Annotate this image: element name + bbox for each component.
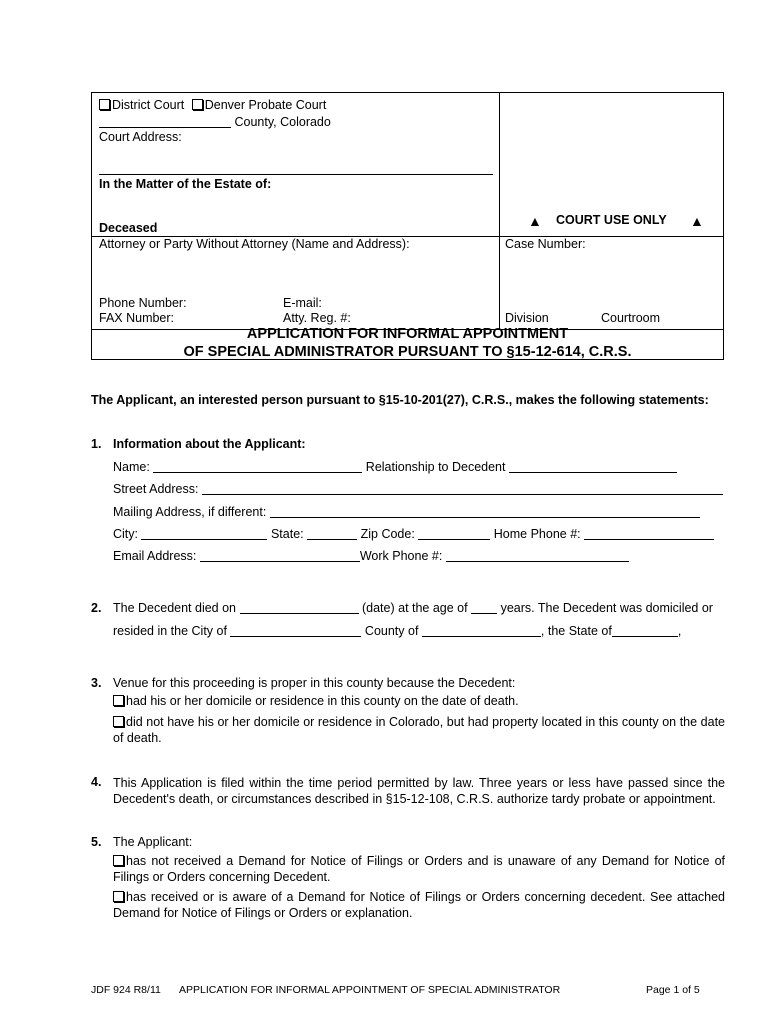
fax-label: FAX Number: — [99, 311, 175, 325]
mailing-field[interactable] — [270, 505, 700, 518]
estate-label: In the Matter of the Estate of: — [99, 177, 272, 191]
city-field[interactable] — [141, 527, 267, 540]
street-field[interactable] — [202, 482, 723, 495]
deceased-label: Deceased — [99, 221, 158, 235]
venue-option-a-checkbox[interactable] — [113, 695, 124, 706]
county-suffix: County, Colorado — [234, 115, 331, 129]
denver-probate-label: Denver Probate Court — [204, 98, 327, 112]
name-label: Name: — [113, 460, 150, 474]
state-label: State: — [270, 527, 304, 541]
relationship-field[interactable] — [509, 460, 677, 473]
street-label: Street Address: — [113, 482, 199, 496]
section5-number: 5. — [91, 835, 102, 849]
home-phone-label: Home Phone #: — [493, 527, 581, 541]
denver-probate-checkbox[interactable] — [192, 99, 203, 110]
age-field[interactable] — [471, 601, 497, 614]
atty-reg-label: Atty. Reg. #: — [283, 311, 351, 325]
name-field[interactable] — [153, 460, 362, 473]
triangle-left-icon: ▲ — [528, 213, 542, 229]
state-of-field[interactable] — [612, 624, 678, 637]
street-row — [113, 482, 723, 496]
form-title-line2: OF SPECIAL ADMINISTRATOR PURSUANT TO §15-12-614, C.R.S. — [183, 344, 632, 360]
section4-number: 4. — [91, 775, 102, 789]
section3-number: 3. — [91, 676, 102, 690]
city-row — [113, 527, 714, 541]
county-row — [99, 115, 331, 129]
footer-form-name: APPLICATION FOR INFORMAL APPOINTMENT OF SPECIAL ADMINISTRATOR — [179, 984, 561, 996]
triangle-right-icon: ▲ — [690, 213, 704, 229]
caption-divider — [499, 92, 500, 330]
venue-option-b-label: did not have his or her domicile or residence in Colorado, but had property located in this county on the date of death. — [113, 715, 725, 745]
demand-option-a — [113, 853, 725, 885]
section1-heading: Information about the Applicant: — [113, 437, 306, 451]
work-phone-field[interactable] — [446, 549, 629, 562]
state-of-label: , the State of — [540, 624, 612, 638]
date-age-label: (date) at the age of — [361, 601, 468, 615]
district-court-checkbox[interactable] — [99, 99, 110, 110]
venue-option-a — [113, 694, 519, 708]
zip-label: Zip Code: — [360, 527, 415, 541]
venue-option-a-label: had his or her domicile or residence in this county on the date of death. — [126, 694, 519, 708]
relationship-label: Relationship to Decedent — [365, 460, 506, 474]
mailing-label: Mailing Address, if different: — [113, 505, 267, 519]
death-row — [113, 601, 713, 615]
estate-separator — [99, 174, 493, 175]
email-address-label: Email Address: — [113, 549, 197, 563]
county-of-field[interactable] — [422, 624, 541, 637]
footer-page-number: Page 1 of 5 — [646, 984, 700, 996]
demand-option-a-checkbox[interactable] — [113, 855, 124, 866]
court-address-label: Court Address: — [99, 130, 182, 144]
intro-statement: The Applicant, an interested person pursuant to §15-10-201(27), C.R.S., makes the following statements: — [91, 393, 709, 407]
demand-option-a-label: has not received a Demand for Notice of Filings or Orders and is unaware of any Demand for Notice of Filings or Orders concerning Decedent. — [113, 854, 725, 884]
resided-label: resided in the City of — [113, 624, 227, 638]
demand-option-b — [113, 889, 725, 921]
city-label: City: — [113, 527, 138, 541]
demand-option-b-label: has received or is aware of a Demand for Notice of Filings or Orders concerning decedent. See attached Demand for Notice of Filings or Orders or explanation. — [113, 890, 725, 920]
applicant-name-row — [113, 460, 677, 474]
form-title-line1: APPLICATION FOR INFORMAL APPOINTMENT — [246, 326, 569, 342]
died-on-label: The Decedent died on — [113, 601, 237, 615]
courtroom-label: Courtroom — [601, 311, 661, 325]
section1-number: 1. — [91, 437, 102, 451]
county-of-label: County of — [364, 624, 419, 638]
email-field[interactable] — [200, 549, 360, 562]
city-of-field[interactable] — [230, 624, 361, 637]
state-field[interactable] — [307, 527, 357, 540]
time-period-text: This Application is filed within the time period permitted by law. Three years or less have passed since the Decedent's death, or circumstances described in §15-12-108, C.R.S. authorize tardy probate or appointment. — [113, 776, 725, 806]
venue-text: Venue for this proceeding is proper in this county because the Decedent: — [113, 676, 516, 690]
zip-field[interactable] — [418, 527, 490, 540]
demand-option-b-checkbox[interactable] — [113, 891, 124, 902]
case-number-label: Case Number: — [505, 237, 586, 251]
mailing-row — [113, 505, 700, 519]
footer-form-id: JDF 924 R8/11 — [91, 984, 161, 996]
phone-label: Phone Number: — [99, 296, 187, 310]
section2-number: 2. — [91, 601, 102, 615]
years-label: years. The Decedent was domiciled or — [500, 601, 713, 615]
residence-row — [113, 624, 681, 638]
comma: , — [677, 624, 682, 638]
venue-option-b-checkbox[interactable] — [113, 716, 124, 727]
email-row — [113, 549, 629, 563]
email-label: E-mail: — [283, 296, 322, 310]
court-use-only-label: COURT USE ONLY — [556, 213, 667, 227]
death-date-field[interactable] — [240, 601, 359, 614]
applicant-text: The Applicant: — [113, 835, 193, 849]
home-phone-field[interactable] — [584, 527, 714, 540]
attorney-label: Attorney or Party Without Attorney (Name and Address): — [99, 237, 410, 251]
work-phone-label: Work Phone #: — [359, 549, 443, 563]
division-label: Division — [505, 311, 549, 325]
district-court-label: District Court — [112, 98, 185, 112]
court-options — [99, 98, 326, 112]
venue-option-b — [113, 714, 725, 746]
county-field[interactable] — [99, 115, 231, 128]
